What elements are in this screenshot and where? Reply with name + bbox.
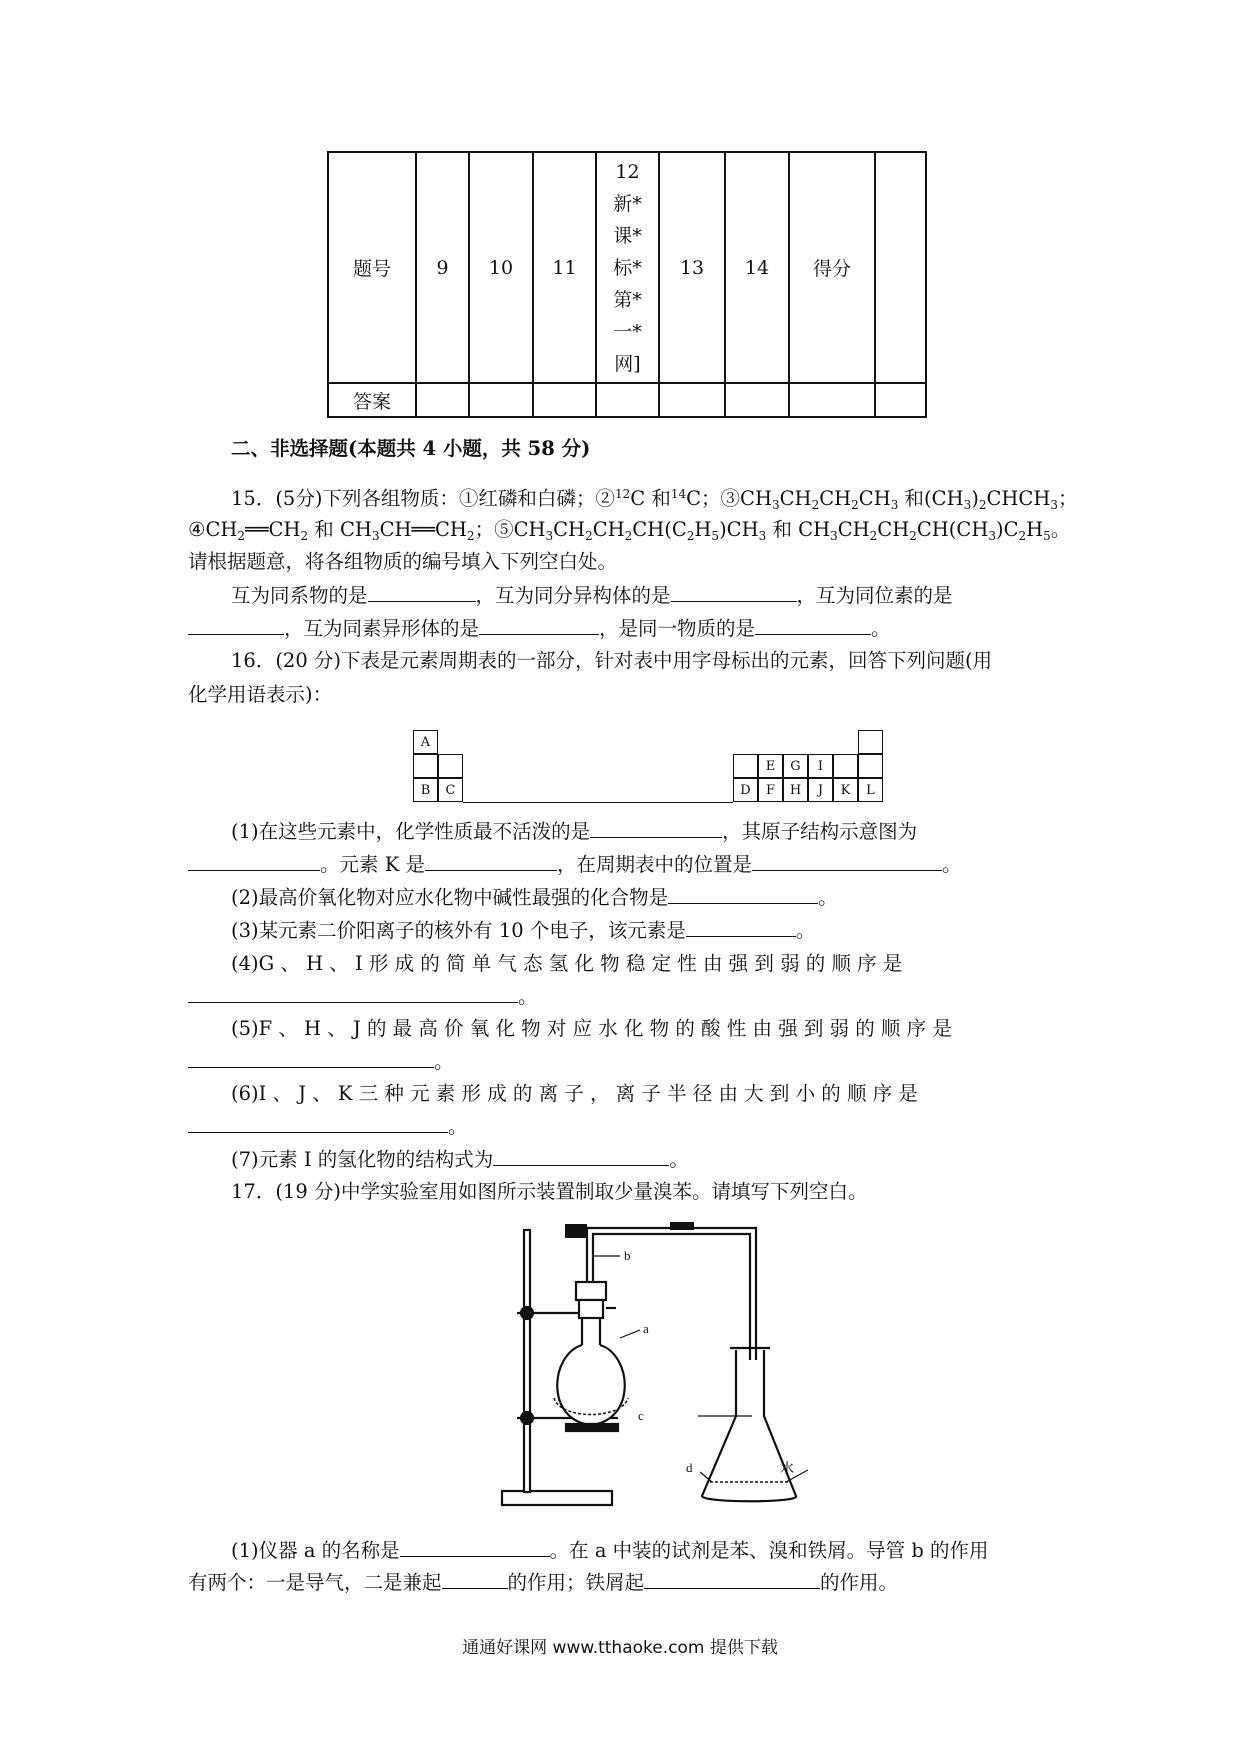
table-cell: 9	[416, 152, 469, 383]
table-cell-12: 12 新* 课* 标* 第* 一* 网]	[596, 152, 659, 383]
answer-blank[interactable]	[188, 616, 284, 635]
element-cell: A	[413, 730, 438, 754]
q16-line2: 化学用语表示)：	[188, 683, 333, 706]
q17-line1: 17．(19 分)中学实验室用如图所示装置制取少量溴苯。请填写下列空白。	[231, 1180, 868, 1203]
label-d: d	[686, 1460, 693, 1475]
element-cell: H	[783, 778, 808, 802]
q15-line1: 15．(5分)下列各组物质：①红磷和白磷；②$^{12}$C 和$^{14}$C；$③CH_3CH_2CH_2CH_3$ 和$(CH_3)_2CHCH_3$；	[231, 487, 1078, 512]
label-b: b	[624, 1248, 631, 1263]
q17-s1-line1: (1)仪器 a 的名称是 。在 a 中装的试剂是苯、溴和铁屑。导管 b 的作用	[231, 1539, 989, 1562]
answer-blank[interactable]	[755, 616, 871, 635]
q15-blanks-line1: 互为同系物的是 ，互为同分异构体的是 ，互为同位素的是	[231, 584, 953, 607]
section-title: 二、非选择题(本题共 4 小题，共 58 分)	[231, 437, 591, 460]
element-cell: E	[758, 754, 783, 778]
table-cell: 答案	[328, 383, 416, 417]
stand-rod	[524, 1230, 530, 1492]
label-water: 水	[780, 1462, 794, 1477]
answer-blank[interactable]	[590, 819, 722, 838]
answer-blank[interactable]	[686, 918, 796, 937]
q16-s1-line1: (1)在这些元素中，化学性质最不活泼的是 ，其原子结构示意图为	[231, 820, 918, 843]
q16-s6-blank: 。	[188, 1114, 468, 1140]
answer-blank[interactable]	[425, 852, 557, 871]
bromobenzene-apparatus-diagram	[490, 1220, 810, 1525]
q16-s4-blank: 。	[188, 984, 538, 1010]
flask-a	[557, 1345, 625, 1425]
element-cell	[733, 754, 758, 778]
q15-line2: $④CH_2══CH_2$ 和 $CH_3CH══CH_2$；$⑤CH_3CH_2CH_2CH(C_2H_5)CH_3$ 和 $CH_3CH_2CH_2CH(CH_3)C_2H_5$。	[188, 518, 1071, 543]
table-cell: 得分	[789, 152, 875, 383]
table-cell: 题号	[328, 152, 416, 383]
table-cell: 11	[533, 152, 596, 383]
element-cell	[858, 730, 883, 754]
label-a: a	[643, 1321, 649, 1336]
answer-blank[interactable]	[644, 1570, 820, 1589]
q16-s1-line2: 。元素 K 是 ，在周期表中的位置是 。	[188, 852, 962, 878]
table-cell: 14	[725, 152, 789, 383]
answer-blank[interactable]	[752, 852, 942, 871]
q16-s5: (5)F 、 H 、 J 的 最 高 价 氧 化 物 对 应 水 化 物 的 酸 性 由 强 到 弱 的 顺 序 是	[231, 1017, 952, 1040]
element-cell	[833, 754, 858, 778]
q15-blanks-line2: ，互为同素异形体的是 ，是同一物质的是 。	[188, 616, 891, 642]
element-cell	[413, 754, 438, 778]
answer-table	[327, 151, 927, 418]
table-header-row	[328, 152, 926, 383]
answer-blank[interactable]	[368, 583, 476, 602]
q16-s4: (4)G 、 H 、 I 形 成 的 简 单 气 态 氢 化 物 稳 定 性 由 强 到 弱 的 顺 序 是	[231, 952, 903, 975]
clamp-knob	[521, 1307, 533, 1319]
q16-s7: (7)元素 I 的氢化物的结构式为 。	[231, 1148, 689, 1171]
answer-blank[interactable]	[188, 1049, 434, 1068]
clamp-knob	[521, 1412, 533, 1424]
q15-intro: 请根据题意，将各组物质的编号填入下列空白处。	[188, 550, 618, 573]
answer-blank[interactable]	[668, 885, 818, 904]
q16-line1: 16．(20 分)下表是元素周期表的一部分，针对表中用字母标出的元素，回答下列问题(用	[231, 649, 993, 672]
element-cell: D	[733, 778, 758, 802]
element-cell: J	[808, 778, 833, 802]
answer-blank[interactable]	[400, 1538, 550, 1557]
tube-b	[587, 1228, 756, 1282]
element-cell: F	[758, 778, 783, 802]
q16-s3: (3)某元素二价阳离子的核外有 10 个电子，该元素是 。	[231, 919, 816, 942]
table-cell	[875, 152, 926, 383]
answer-blank[interactable]	[671, 583, 797, 602]
q16-s5-blank: 。	[188, 1049, 454, 1075]
element-cell	[858, 754, 883, 778]
q16-s6: (6)I 、 J 、 K 三 种 元 素 形 成 的 离 子 ， 离 子 半 径 由 大 到 小 的 顺 序 是	[231, 1082, 918, 1105]
answer-blank[interactable]	[188, 984, 518, 1003]
element-cell: I	[808, 754, 833, 778]
answer-blank[interactable]	[442, 1570, 508, 1589]
page-footer: 通通好课网 www.tthaoke.com 提供下载	[462, 1638, 778, 1658]
table-answer-row	[328, 383, 926, 417]
answer-blank[interactable]	[188, 1114, 448, 1133]
answer-blank[interactable]	[188, 852, 320, 871]
label-c: c	[638, 1408, 644, 1423]
element-cell: G	[783, 754, 808, 778]
q16-s2: (2)最高价氧化物对应水化物中碱性最强的化合物是 。	[231, 886, 838, 909]
table-cell: 10	[469, 152, 533, 383]
element-cell	[438, 754, 463, 778]
table-cell: 13	[659, 152, 725, 383]
conical-flask	[702, 1350, 796, 1501]
stand-base	[502, 1491, 612, 1505]
element-cell: K	[833, 778, 858, 802]
answer-blank[interactable]	[479, 616, 599, 635]
answer-blank[interactable]	[493, 1147, 669, 1166]
element-cell: C	[438, 778, 463, 802]
element-cell: B	[413, 778, 438, 802]
element-cell: L	[858, 778, 883, 802]
q17-s1-line2: 有两个：一是导气，二是兼起 的作用；铁屑起 的作用。	[188, 1571, 899, 1594]
